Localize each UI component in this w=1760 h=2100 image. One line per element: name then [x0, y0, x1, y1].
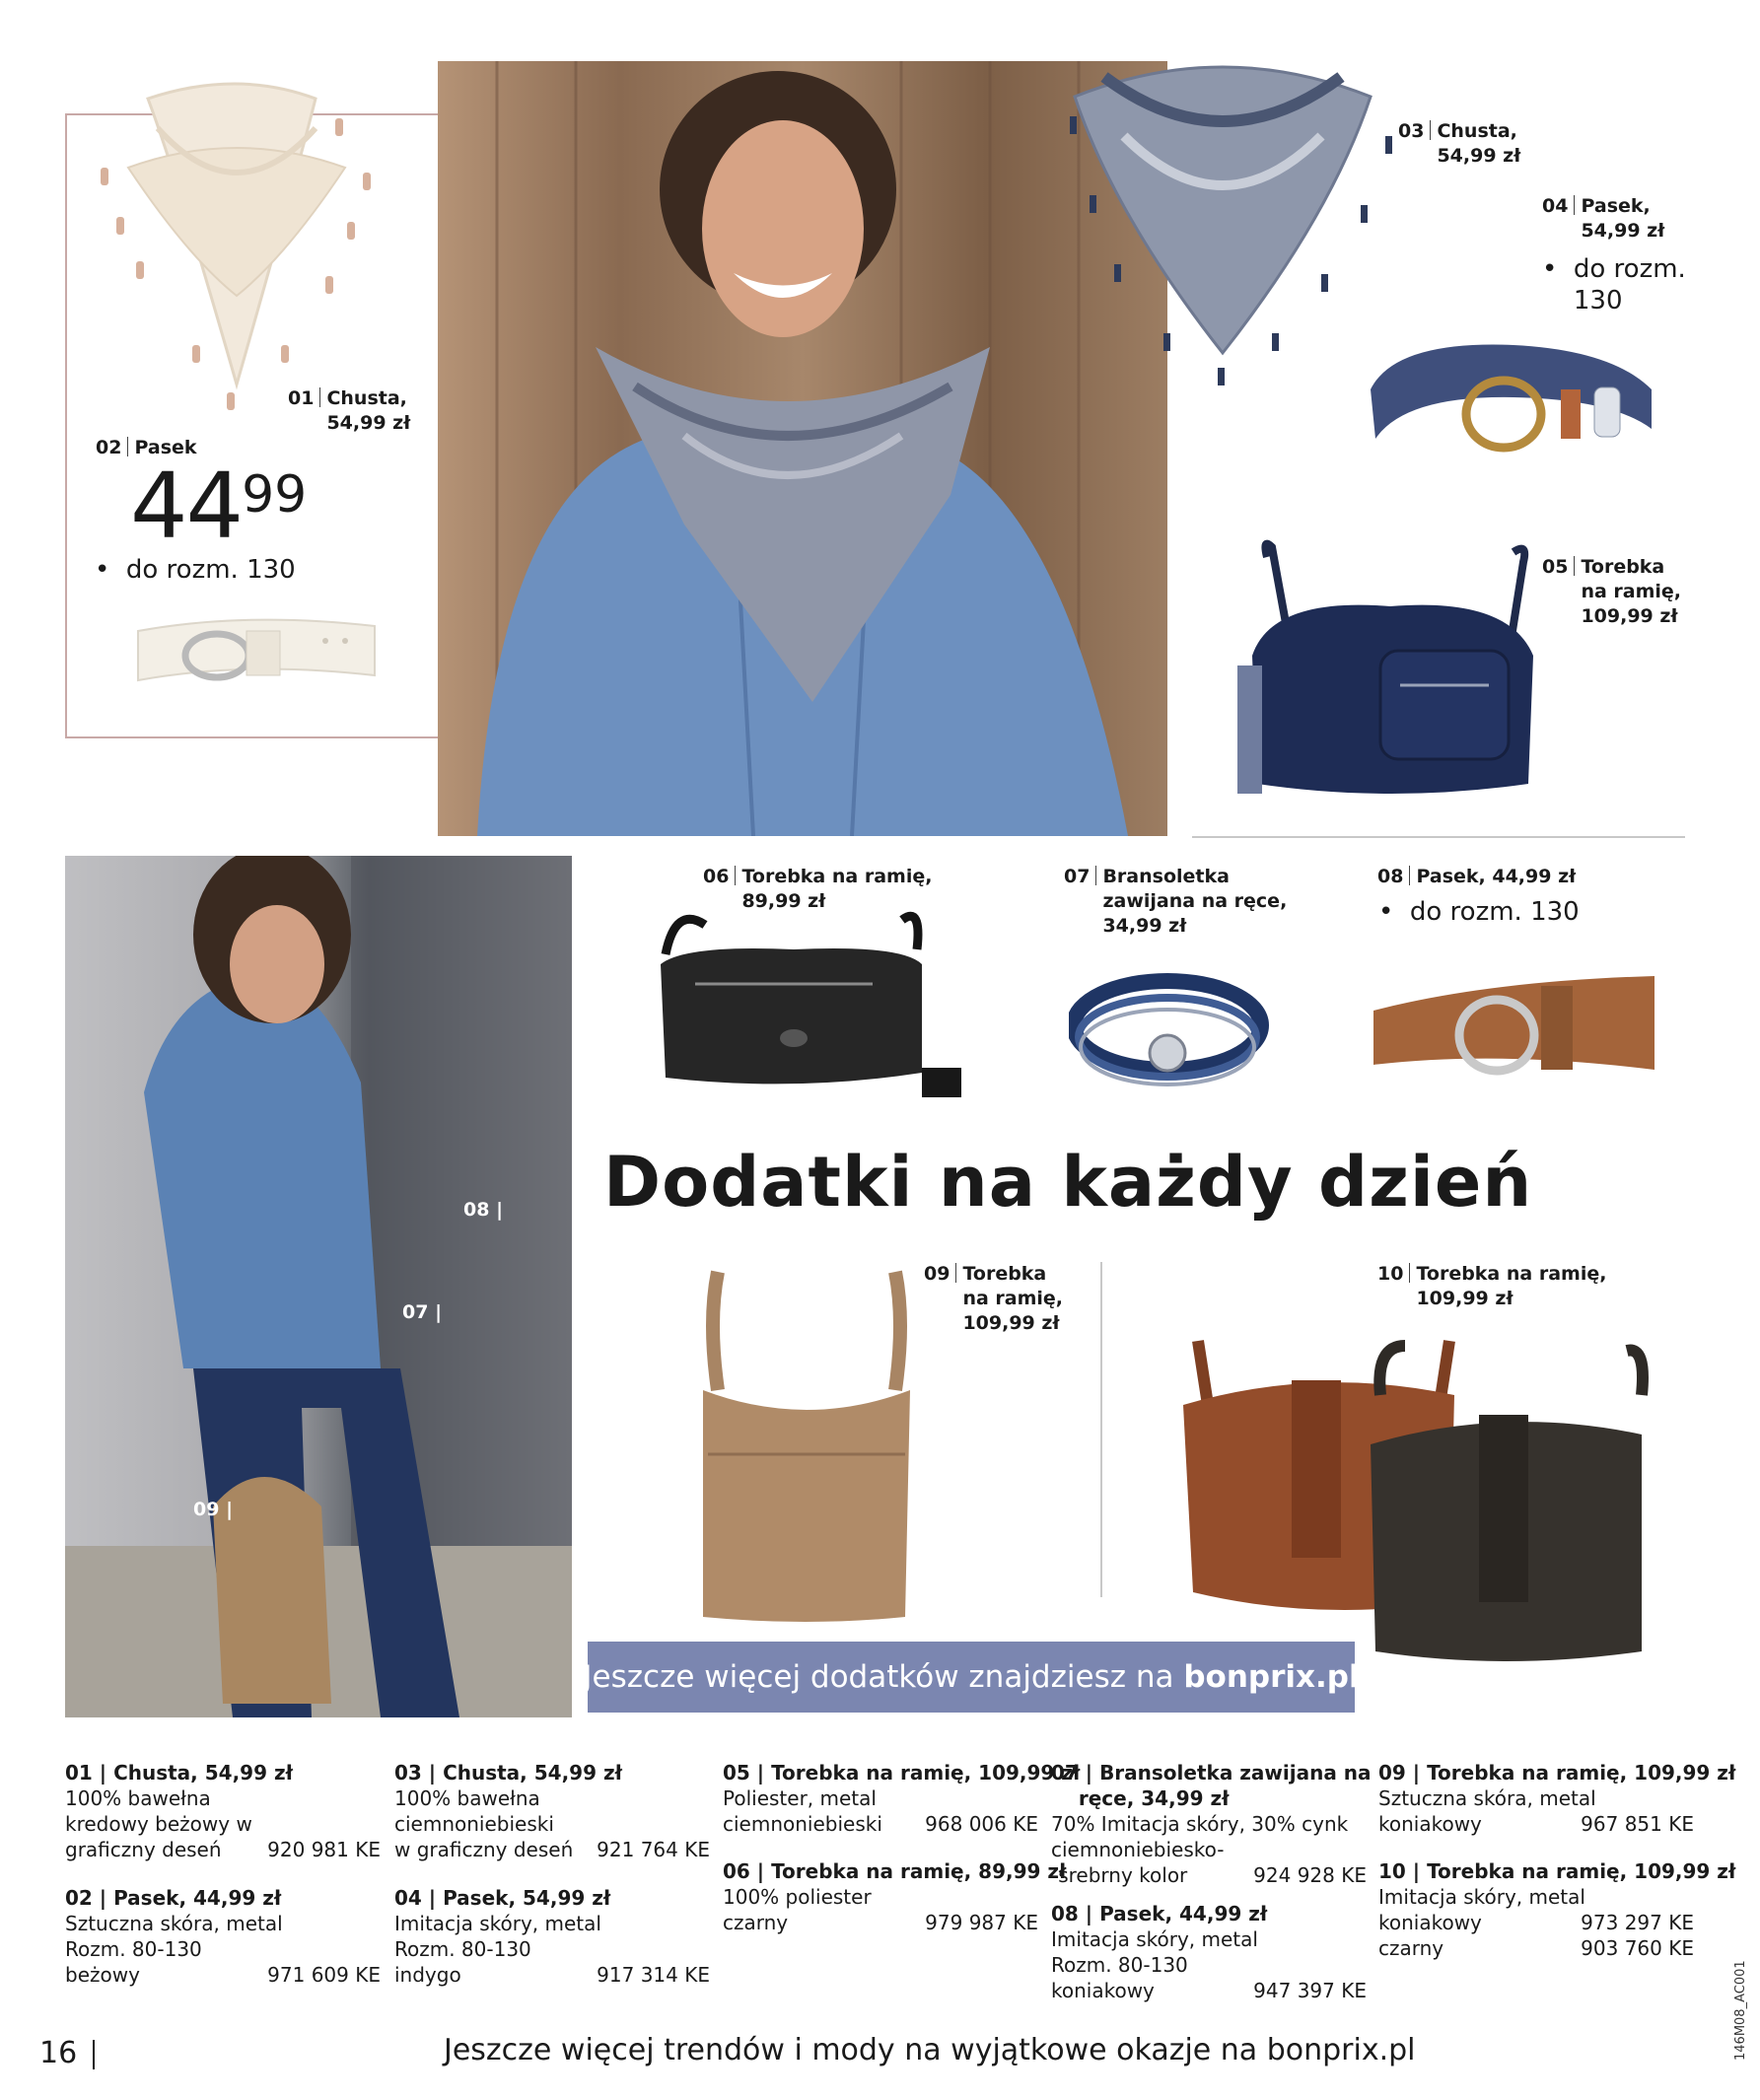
spec-line: w graficzny deseń 921 764 KE — [394, 1838, 710, 1861]
page-number — [39, 2036, 95, 2070]
model-photo-bottom — [65, 856, 572, 1717]
spec-line: 100% bawełna — [65, 1786, 211, 1810]
tag-text: Pasek, 54,99 zł — [1581, 195, 1665, 242]
spec-line: kredowy beżowy w — [65, 1812, 252, 1836]
tag-01 — [288, 386, 410, 436]
tag-number: 09 — [924, 1263, 950, 1285]
marker-number: 08 — [463, 1199, 490, 1221]
spec-line: koniakowy 967 851 KE — [1378, 1812, 1694, 1836]
divider-right — [1192, 836, 1685, 838]
two-bags-image — [1178, 1326, 1652, 1681]
spec-line: Sztuczna skóra, metal — [65, 1912, 283, 1935]
tag-number: 07 — [1064, 866, 1091, 887]
photo-marker-08: 08 | — [463, 1199, 504, 1221]
spec-code: 947 397 KE — [1253, 1979, 1367, 2002]
tag-number: 04 — [1542, 195, 1569, 217]
tag-09 — [924, 1262, 1063, 1336]
spec-09 — [1378, 1760, 1736, 1837]
spec-03 — [394, 1760, 710, 1862]
spec-02 — [65, 1885, 381, 1988]
spec-06 — [723, 1858, 1067, 1935]
marker-number: 07 — [402, 1301, 429, 1323]
spec-title: 04 | Pasek, 54,99 zł — [394, 1886, 611, 1910]
tag-text: Pasek, 44,99 zł — [1416, 866, 1577, 887]
marker-number: 09 — [193, 1499, 220, 1520]
spec-title: 01 | Chusta, 54,99 zł — [65, 1761, 294, 1785]
spec-line: Poliester, metal — [723, 1786, 877, 1810]
navy-belt-image — [1366, 320, 1661, 468]
bullet-08: • do rozm. 130 — [1378, 897, 1580, 927]
spec-code: 973 297 KE — [1581, 1911, 1694, 1934]
spec-10 — [1378, 1858, 1736, 1961]
footer-text: Jeszcze więcej trendów i mody na wyjątkowe okazje na bonprix.pl — [444, 2033, 1416, 2067]
spec-line: Rozm. 80-130 — [394, 1937, 531, 1961]
tag-text: Chusta, 54,99 zł — [326, 387, 411, 434]
spec-code: 967 851 KE — [1581, 1812, 1694, 1836]
spec-code: 924 928 KE — [1253, 1863, 1367, 1887]
tag-text: Chusta, 54,99 zł — [1437, 120, 1521, 167]
tag-05 — [1542, 555, 1681, 629]
tag-text: Torebka na ramię, 89,99 zł — [741, 866, 933, 912]
spec-line: -srebrny kolor 924 928 KE — [1051, 1863, 1367, 1887]
tag-number: 01 — [288, 387, 315, 409]
spec-title: 07 | Bransoletka zawijana na ręce, 34,99 zł — [1051, 1761, 1372, 1810]
tag-10 — [1377, 1262, 1606, 1311]
spec-05 — [723, 1760, 1081, 1837]
tag-03 — [1398, 119, 1520, 169]
navy-bag-image — [1232, 537, 1548, 804]
spec-line: ciemnoniebieski 968 006 KE — [723, 1812, 1038, 1836]
tag-04 — [1542, 194, 1664, 244]
banner-brand: bonprix.pl — [1183, 1659, 1360, 1695]
white-belt-image — [128, 601, 381, 700]
spec-title: 05 | Torebka na ramię, 109,99 zł — [723, 1761, 1081, 1785]
spec-08 — [1051, 1901, 1367, 2003]
vertical-divider — [1100, 1262, 1102, 1597]
tag-text: Torebka na ramię, 109,99 zł — [1416, 1263, 1607, 1309]
tag-text: Bransoletka zawijana na ręce, 34,99 zł — [1102, 866, 1288, 937]
bullet-text: do rozm. 130 — [1573, 254, 1686, 315]
spec-line: Imitacja skóry, metal — [1378, 1885, 1585, 1909]
spec-line: ciemnoniebiesko- — [1051, 1838, 1225, 1861]
spec-title: 09 | Torebka na ramię, 109,99 zł — [1378, 1761, 1736, 1785]
bullet-text: do rozm. 130 — [1409, 897, 1580, 927]
spec-code: 979 987 KE — [925, 1911, 1038, 1934]
spec-line: graficzny deseń 920 981 KE — [65, 1838, 381, 1861]
spec-line: czarny 979 987 KE — [723, 1911, 1038, 1934]
spec-line: Sztuczna skóra, metal — [1378, 1786, 1596, 1810]
tag-number: 03 — [1398, 120, 1425, 142]
spec-code: 921 764 KE — [597, 1838, 710, 1861]
photo-marker-07: 07 | — [402, 1301, 443, 1323]
spec-line: beżowy 971 609 KE — [65, 1963, 381, 1987]
spec-code: 920 981 KE — [267, 1838, 381, 1861]
tag-number: 10 — [1377, 1263, 1404, 1285]
tag-08 — [1377, 865, 1576, 889]
bullet-02: • do rozm. 130 — [95, 555, 296, 585]
photo-marker-09: 09 | — [193, 1499, 234, 1520]
bullet-04: • do rozm. 130 — [1542, 254, 1686, 315]
spec-line: 100% bawełna — [394, 1786, 540, 1810]
spec-line: Rozm. 80-130 — [65, 1937, 202, 1961]
blue-scarf-image — [1045, 37, 1410, 392]
spec-title: 06 | Torebka na ramię, 89,99 zł — [723, 1859, 1067, 1883]
black-bag-image — [626, 905, 966, 1107]
tag-number: 06 — [703, 866, 730, 887]
page-number-value: 16 — [39, 2036, 78, 2070]
spec-04 — [394, 1885, 710, 1988]
spec-title: 03 | Chusta, 54,99 zł — [394, 1761, 623, 1785]
tag-text: Torebka na ramię, 109,99 zł — [1581, 556, 1682, 627]
spec-code: 971 609 KE — [267, 1963, 381, 1987]
spec-line: indygo 917 314 KE — [394, 1963, 710, 1987]
tag-number: 02 — [96, 437, 122, 458]
bracelet-image — [1069, 966, 1271, 1099]
spec-line: 70% Imitacja skóry, 30% cynk — [1051, 1812, 1349, 1836]
tag-number: 05 — [1542, 556, 1569, 578]
spec-code: 903 760 KE — [1581, 1936, 1694, 1960]
spec-title: 02 | Pasek, 44,99 zł — [65, 1886, 282, 1910]
spec-title: 08 | Pasek, 44,99 zł — [1051, 1902, 1268, 1925]
spec-line: Imitacja skóry, metal — [1051, 1927, 1258, 1951]
spec-07 — [1051, 1760, 1372, 1888]
spec-line: koniakowy 973 297 KE — [1378, 1911, 1694, 1934]
page-headline: Dodatki na każdy dzień — [603, 1142, 1533, 1223]
spec-title: 10 | Torebka na ramię, 109,99 zł — [1378, 1859, 1736, 1883]
spec-01 — [65, 1760, 381, 1862]
spec-line: Rozm. 80-130 — [1051, 1953, 1188, 1977]
price-02 — [130, 454, 308, 559]
spec-line: koniakowy 947 397 KE — [1051, 1979, 1367, 2002]
spec-line: czarny 903 760 KE — [1378, 1936, 1694, 1960]
spec-line: ciemnoniebieski — [394, 1812, 554, 1836]
bullet-text: do rozm. 130 — [125, 555, 296, 585]
tag-number: 08 — [1377, 866, 1404, 887]
banner-text: Jeszcze więcej dodatków znajdziesz na — [583, 1659, 1184, 1695]
tag-text: Pasek — [134, 437, 197, 458]
tag-text: Torebka na ramię, 109,99 zł — [962, 1263, 1064, 1334]
spec-line: 100% poliester — [723, 1885, 872, 1909]
promo-banner[interactable] — [583, 1642, 1360, 1713]
price-main: 44 — [130, 454, 243, 559]
spec-code: 968 006 KE — [925, 1812, 1038, 1836]
catalog-code: 146M08_AC001 — [1733, 1960, 1748, 2061]
tan-bag-image — [688, 1262, 925, 1627]
cream-scarf-image — [89, 59, 385, 414]
cognac-belt-image — [1369, 961, 1659, 1109]
spec-line: Imitacja skóry, metal — [394, 1912, 601, 1935]
price-cents: 99 — [242, 465, 308, 525]
tag-07 — [1064, 865, 1287, 939]
spec-code: 917 314 KE — [597, 1963, 710, 1987]
